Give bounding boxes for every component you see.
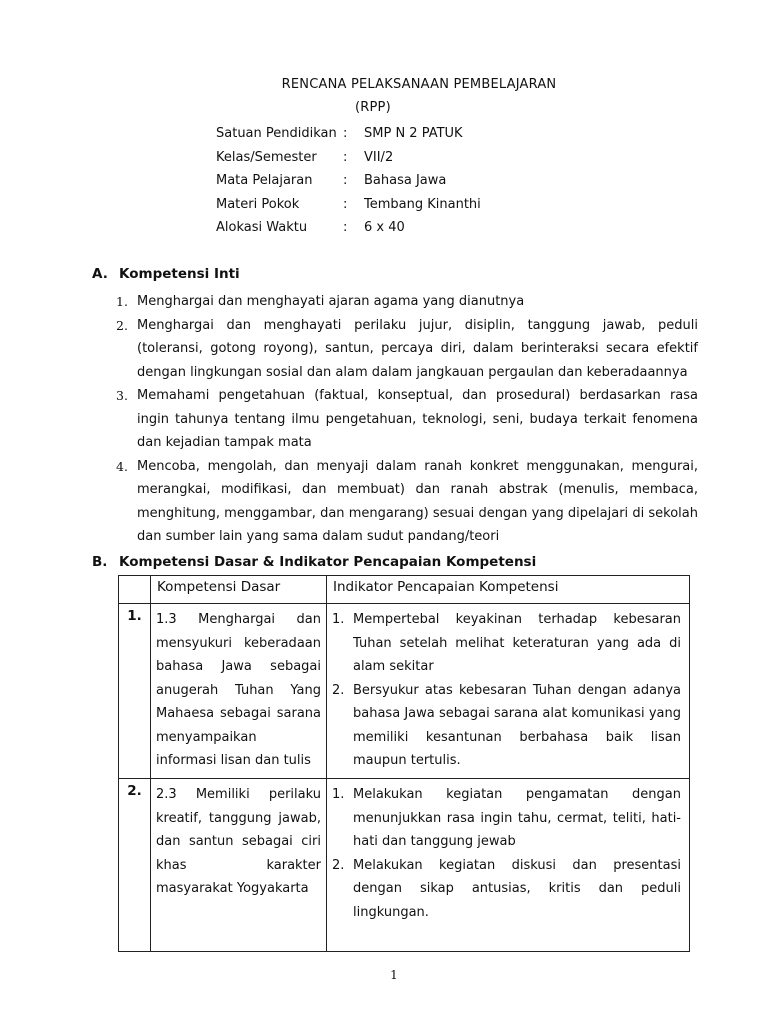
list-text: Bersyukur atas kebesaran Tuhan dengan adanya bahasa Jawa sebagai sarana alat komunikasi yang memiliki kesantunan berbahasa baik lisan maupun tertulis.	[353, 682, 681, 768]
meta-colon: :	[343, 173, 348, 188]
ipk-cell	[327, 604, 690, 779]
list-text: Melakukan kegiatan diskusi dan presentasi dengan sikap antusias, kritis dan peduli lingkungan.	[353, 857, 681, 920]
meta-value: SMP N 2 PATUK	[364, 126, 463, 141]
meta-colon: :	[343, 126, 348, 141]
list-item	[332, 854, 681, 925]
document-subtitle: (RPP)	[355, 100, 391, 115]
list-number: 1.	[116, 294, 128, 309]
list-text: Menghargai dan menghayati ajaran agama yang dianutnya	[137, 294, 525, 309]
list-number: 4.	[116, 458, 128, 474]
meta-colon: :	[343, 149, 348, 165]
meta-value: VII/2	[364, 149, 394, 165]
table-row	[119, 604, 690, 779]
kd-cell: 2.3 Memiliki perilaku kreatif, tanggung jawab, dan santun sebagai ciri khas karakter masyarakat Yogyakarta	[151, 779, 327, 952]
meta-colon: :	[343, 196, 348, 212]
list-text: Mencoba, mengolah, dan menyaji dalam ranah konkret menggunakan, mengurai, merangkai, modifikasi, dan membuat) dan ranah abstrak (menulis, membaca, menghitung, menggambar, dan mengarang) sesuai dengan yang dipelajari di sekolah dan sumber lain yang sama dalam sudut pandang/teori	[137, 458, 698, 544]
list-item	[332, 608, 681, 679]
meta-value: 6 x 40	[364, 220, 405, 235]
document-title: RENCANA PELAKSANAAN PEMBELAJARAN	[281, 77, 557, 92]
list-item	[116, 384, 698, 455]
list-text: Melakukan kegiatan pengamatan dengan menunjukkan rasa ingin tahu, cermat, teliti, hati- hati dan tanggung jewab	[353, 787, 681, 849]
section-letter: B.	[92, 554, 108, 570]
page-number: 1	[390, 968, 398, 982]
list-item	[116, 290, 698, 314]
row-number: 2.	[119, 779, 151, 952]
table-row	[119, 779, 690, 952]
meta-label: Alokasi Waktu	[216, 220, 308, 235]
list-item	[332, 783, 681, 854]
header-ipk: Indikator Pencapaian Kompetensi	[327, 576, 690, 604]
list-text: Mempertebal keyakinan terhadap kebesaran Tuhan setelah melihat keteraturan yang ada di alam sekitar	[353, 612, 681, 674]
kd-cell: 1.3 Menghargai dan mensyukuri keberadaan bahasa Jawa sebagai anugerah Tuhan Yang Mahaesa sebagai sarana menyampaikan informasi lisan dan tulis	[151, 604, 327, 779]
list-number: 1.	[332, 787, 345, 802]
meta-label: Materi Pokok	[216, 196, 300, 212]
list-item	[116, 455, 698, 549]
kompetensi-inti-list	[116, 290, 698, 549]
section-letter: A.	[92, 266, 108, 282]
section-b-heading	[92, 554, 536, 570]
meta-value: Tembang Kinanthi	[364, 196, 481, 212]
list-item	[116, 314, 698, 385]
header-number-cell	[119, 576, 151, 604]
list-number: 1.	[332, 612, 345, 627]
header-kd: Kompetensi Dasar	[151, 576, 327, 604]
competency-table	[118, 575, 690, 952]
list-number: 2.	[332, 682, 345, 698]
list-item	[332, 679, 681, 773]
meta-label: Kelas/Semester	[216, 149, 317, 165]
row-number: 1.	[119, 604, 151, 779]
list-text: Menghargai dan menghayati perilaku jujur, disiplin, tanggung jawab, peduli (toleransi, gotong royong), santun, percaya diri, dalam berinteraksi secara efektif dengan lingkungan sosial dan alam dalam jangkauan pergaulan dan keberadaannya	[137, 317, 698, 380]
meta-value: Bahasa Jawa	[364, 173, 447, 188]
list-number: 2.	[332, 857, 345, 873]
list-text: Memahami pengetahuan (faktual, konseptual, dan prosedural) berdasarkan rasa ingin tahunya tentang ilmu pengetahuan, teknologi, seni, budaya terkait fenomena dan kejadian tampak mata	[137, 388, 698, 450]
list-number: 2.	[116, 317, 128, 333]
meta-label: Mata Pelajaran	[216, 173, 313, 188]
list-number: 3.	[116, 388, 128, 403]
table-header-row	[119, 576, 690, 604]
section-a-heading	[92, 266, 240, 282]
meta-colon: :	[343, 220, 348, 235]
ipk-cell	[327, 779, 690, 952]
meta-label: Satuan Pendidikan	[216, 126, 337, 141]
section-title: Kompetensi Dasar & Indikator Pencapaian Kompetensi	[119, 554, 537, 570]
section-title: Kompetensi Inti	[119, 266, 240, 282]
